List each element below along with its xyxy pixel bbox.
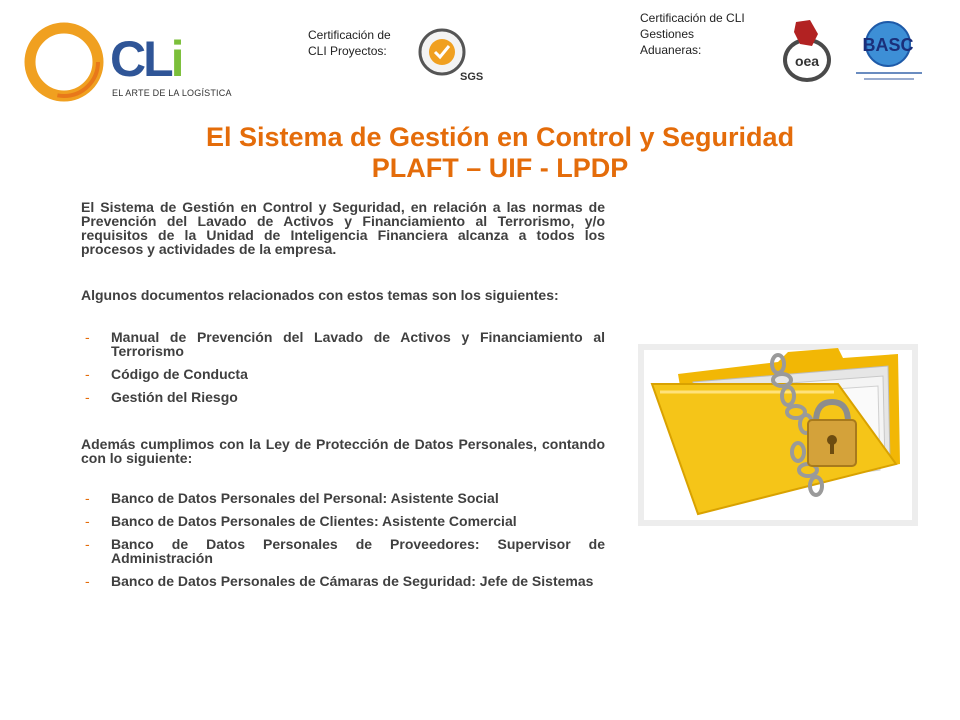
bullet-dash: - <box>85 513 90 529</box>
sgs-seal-icon <box>416 26 484 86</box>
bullet-dash: - <box>85 389 90 405</box>
cli-logo-wordmark: CLi <box>110 31 182 87</box>
title-line-1: El Sistema de Gestión en Control y Seguridad <box>205 122 795 152</box>
body-text <box>81 200 605 597</box>
list-item: - Gestión del Riesgo <box>85 389 238 405</box>
bullet-dash: - <box>85 536 90 552</box>
cli-logo <box>22 22 232 102</box>
cert-proyectos-label: Certificación de CLI Proyectos: <box>308 28 391 58</box>
documents-list <box>81 330 605 404</box>
lpdp-intro-paragraph: Además cumplimos con la Ley de Protección de Datos Personales, contando con lo siguiente: <box>81 436 605 466</box>
basc-seal-text: BASC <box>862 35 914 55</box>
locked-folder-icon <box>638 344 918 526</box>
list-item: - Código de Conducta <box>85 366 248 382</box>
oea-seal-icon <box>778 16 836 84</box>
bullet-dash: - <box>85 573 90 589</box>
oea-seal-text: oea <box>794 53 820 69</box>
cli-orange-circle-icon <box>22 22 112 102</box>
cli-tagline: EL ARTE DE LA LOGÍSTICA <box>112 88 232 98</box>
list-item: - Banco de Datos Personales de Proveedores: Supervisor de Administración <box>85 536 605 566</box>
list-item: - Banco de Datos Personales de Cámaras de Seguridad: Jefe de Sistemas <box>85 573 594 589</box>
title-line-2: PLAFT – UIF - LPDP <box>371 153 629 183</box>
list-item: - Banco de Datos Personales del Personal: Asistente Social <box>85 490 499 506</box>
list-item: - Banco de Datos Personales de Clientes: Asistente Comercial <box>85 513 517 529</box>
data-banks-list <box>81 491 605 588</box>
locked-folder-image <box>638 344 918 526</box>
bullet-dash: - <box>85 366 90 382</box>
basc-seal-icon <box>850 18 928 86</box>
cert-aduaneras-label: Certificación de CLI Gestiones Aduaneras: <box>640 11 745 57</box>
intro-paragraph: El Sistema de Gestión en Control y Seguridad, en relación a las normas de Prevención del Lavado de Activos y Financiamiento al Terrorismo, y/o requisitos de la Unidad de Inteligencia Financiera alcanza a todos los procesos y actividades de la empresa. <box>81 199 605 257</box>
sgs-seal-text: SGS <box>460 71 484 83</box>
bullet-dash: - <box>85 490 90 506</box>
bullet-dash: - <box>85 329 90 345</box>
list-item: - Manual de Prevención del Lavado de Activos y Financiamiento al Terrorismo <box>85 329 605 359</box>
page-title <box>100 122 900 184</box>
docs-intro-paragraph: Algunos documentos relacionados con estos temas son los siguientes: <box>81 287 559 303</box>
